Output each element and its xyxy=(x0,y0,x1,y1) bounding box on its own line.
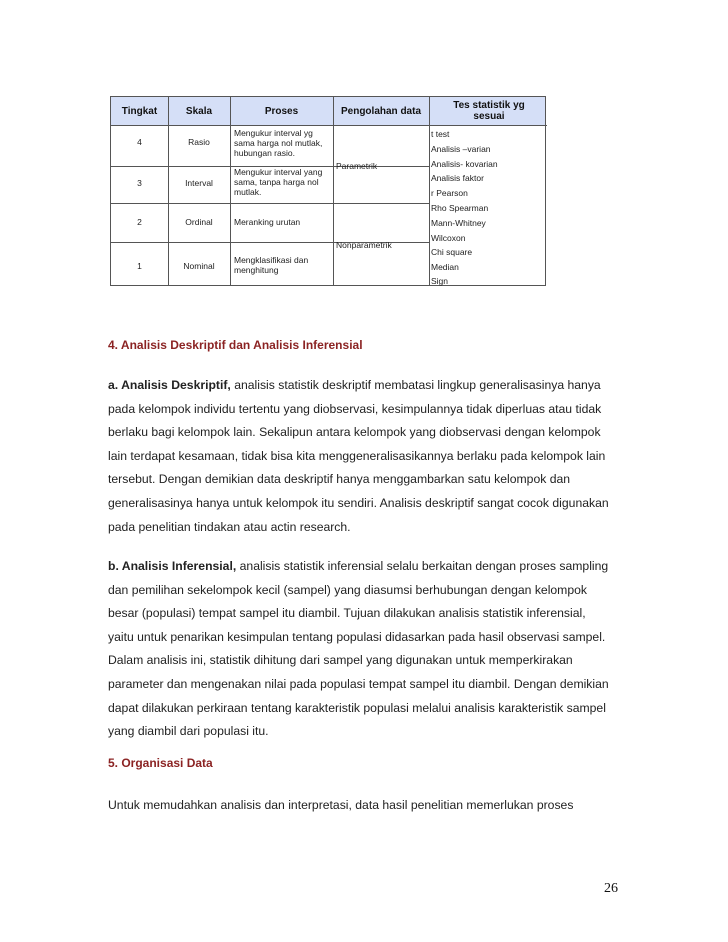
table-divider xyxy=(333,203,429,204)
cell-tes: Analisis- kovarian xyxy=(431,159,498,169)
cell-pengolahan-parametrik: Parametrik xyxy=(336,161,378,171)
header-pengolahan: Pengolahan data xyxy=(340,105,421,117)
cell-proses: Mengukur interval yang sama, tanpa harga nol mutlak. xyxy=(234,167,323,197)
cell-tes: Analisis faktor xyxy=(431,173,484,183)
table-divider xyxy=(111,242,333,243)
cell-tes: Median xyxy=(431,262,459,272)
header-proses: Proses xyxy=(264,105,299,117)
cell-skala: Nominal xyxy=(183,261,215,271)
paragraph-analisis-deskriptif xyxy=(108,374,628,539)
paragraph-line: besar (populasi) tempat sampel itu diambil. Tujuan dilakukan analisis statistik inferensial, xyxy=(108,606,586,621)
cell-tes: Analisis –varian xyxy=(431,144,491,154)
section-5-heading: 5. Organisasi Data xyxy=(108,756,213,770)
paragraph-line: yaitu untuk penarikan kesimpulan tentang populasi didasarkan pada hasil observasi sampel. xyxy=(108,629,606,644)
term-analisis-inferensial: b. Analisis Inferensial, xyxy=(108,559,237,573)
paragraph-line: yang diambil dari populasi itu. xyxy=(108,724,269,739)
cell-tes: Sign xyxy=(431,276,449,286)
cell-tes: t test xyxy=(431,129,450,139)
cell-tes: Chi square xyxy=(431,247,473,257)
cell-tingkat: 1 xyxy=(137,261,142,271)
cell-pengolahan-nonparametrik: Nonparametrik xyxy=(336,240,392,250)
paragraph-line: generalisasinya hanya untuk kelompok itu sendiri. Analisis deskriptif sangat cocok digunakan xyxy=(108,495,609,510)
cell-tingkat: 4 xyxy=(137,137,142,147)
cell-skala: Rasio xyxy=(188,137,210,147)
cell-tingkat: 3 xyxy=(137,178,142,188)
paragraph-line: lain terdapat kesamaan, tidak bisa kita menggeneralisasikannya berlaku pada kelompok lain xyxy=(108,448,606,463)
table-divider xyxy=(111,125,547,126)
cell-tes: r Pearson xyxy=(431,188,468,198)
paragraph-line: Dalam analisis ini, statistik dihitung dari sampel yang digunakan untuk memperkirakan xyxy=(108,653,573,668)
cell-proses: Meranking urutan xyxy=(234,217,301,227)
paragraph-line: dan pemilihan sekelompok kecil (sampel) yang diasumsi berhubungan dengan kelompok xyxy=(108,582,587,597)
paragraph-line: parameter dan mengenakan nilai pada populasi tempat sampel itu diambil. Dengan demikian xyxy=(108,676,609,691)
paragraph-line: a. Analisis Deskriptif, analisis statistik deskriptif membatasi lingkup generalisasinya hanya xyxy=(108,378,601,392)
page-number: 26 xyxy=(604,881,618,896)
paragraph-line: pada penelitian tindakan atau actin research. xyxy=(108,519,351,534)
header-skala: Skala xyxy=(185,105,213,117)
paragraph-line: berlaku bagi kelompok lain. Sekalipun antara kelompok yang diobservasi dengan kelompok xyxy=(108,425,601,440)
header-tes: Tes statistik yg sesuai xyxy=(453,100,525,122)
cell-skala: Interval xyxy=(185,178,213,188)
section-4-heading: 4. Analisis Deskriptif dan Analisis Inferensial xyxy=(108,338,363,352)
cell-skala: Ordinal xyxy=(185,217,213,227)
term-analisis-deskriptif: a. Analisis Deskriptif, xyxy=(108,378,231,392)
paragraph-line: dapat dilakukan perkiraan tentang karakteristik populasi melalui analisis karakteristik sampel xyxy=(108,700,606,715)
paragraph-line: b. Analisis Inferensial, analisis statistik inferensial selalu berkaitan dengan proses sampling xyxy=(108,559,609,573)
cell-tes: Wilcoxon xyxy=(431,233,466,243)
cell-proses: Mengukur interval yg sama harga nol mutlak, hubungan rasio. xyxy=(234,128,323,158)
cell-tes: Rho Spearman xyxy=(431,203,489,213)
table-divider xyxy=(111,203,333,204)
cell-tes: Mann-Whitney xyxy=(431,218,486,228)
paragraph-analisis-inferensial xyxy=(108,555,628,744)
cell-tingkat: 2 xyxy=(137,217,142,227)
cell-proses: Mengklasifikasi dan menghitung xyxy=(234,255,309,275)
header-tingkat: Tingkat xyxy=(121,105,158,117)
paragraph-organisasi-data: Untuk memudahkan analisis dan interpretasi, data hasil penelitian memerlukan proses xyxy=(108,798,574,812)
measurement-scale-table xyxy=(110,96,546,286)
paragraph-line: pada kelompok individu tertentu yang diobservasi, kesimpulannya tidak diperluas atau tidak xyxy=(108,401,602,416)
paragraph-line: tersebut. Dengan demikian data deskriptif hanya menggambarkan satu kelompok dan xyxy=(108,472,571,487)
